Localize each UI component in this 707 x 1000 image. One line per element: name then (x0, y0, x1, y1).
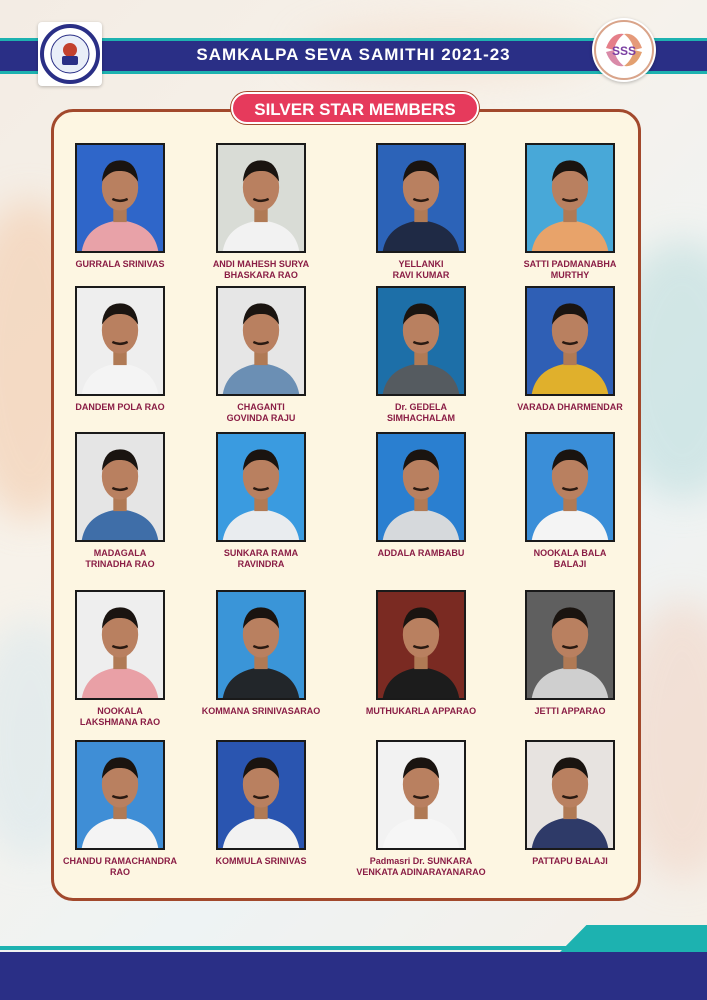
member-photo (525, 590, 615, 700)
member-name: Dr. GEDELA SIMHACHALAM (387, 402, 455, 423)
member-photo (525, 432, 615, 542)
member-name: MADAGALA TRINADHA RAO (85, 548, 155, 569)
member-name: Padmasri Dr. SUNKARA VENKATA ADINARAYANARAO (356, 856, 486, 877)
member-name: KOMMANA SRINIVASARAO (201, 706, 321, 716)
member-card (45, 143, 195, 270)
member-card (346, 590, 496, 717)
footer-accent (0, 946, 707, 950)
member-name: NOOKALA BALA BALAJI (533, 548, 607, 569)
member-name: KOMMULA SRINIVAS (215, 856, 307, 866)
member-card (346, 740, 496, 878)
member-name: PATTAPU BALAJI (532, 856, 608, 866)
member-card (495, 740, 645, 867)
member-photo (376, 143, 466, 253)
page-title: SAMKALPA SEVA SAMITHI 2021-23 (196, 45, 511, 64)
member-photo (216, 590, 306, 700)
sss-logo (592, 18, 656, 82)
svg-text:SSS: SSS (611, 44, 637, 58)
member-name: ADDALA RAMBABU (377, 548, 465, 558)
member-card (45, 432, 195, 570)
organization-logo (38, 22, 102, 86)
member-photo (75, 432, 165, 542)
member-photo (376, 740, 466, 850)
member-name: MUTHUKARLA APPARAO (365, 706, 477, 716)
member-name: DANDEM POLA RAO (75, 402, 165, 412)
member-card (186, 143, 336, 281)
member-photo (216, 740, 306, 850)
member-card (346, 143, 496, 281)
member-photo (75, 286, 165, 396)
member-card (45, 590, 195, 728)
member-photo (75, 590, 165, 700)
member-card (495, 590, 645, 717)
member-name: ANDI MAHESH SURYA BHASKARA RAO (212, 259, 310, 280)
member-card (495, 143, 645, 281)
section-title: SILVER STAR MEMBERS (231, 92, 479, 124)
member-card (346, 286, 496, 424)
member-photo (75, 143, 165, 253)
member-photo (216, 432, 306, 542)
member-photo (216, 286, 306, 396)
member-card (186, 432, 336, 570)
member-card (45, 286, 195, 413)
member-name: SUNKARA RAMA RAVINDRA (223, 548, 299, 569)
member-photo (376, 432, 466, 542)
member-photo (525, 740, 615, 850)
member-card (186, 740, 336, 867)
member-photo (525, 286, 615, 396)
member-photo (525, 143, 615, 253)
member-photo (376, 286, 466, 396)
member-name: VARADA DHARMENDAR (517, 402, 623, 412)
member-name: JETTI APPARAO (534, 706, 606, 716)
member-card (186, 286, 336, 424)
member-photo (376, 590, 466, 700)
member-photo (75, 740, 165, 850)
member-card (45, 740, 195, 878)
member-name: YELLANKI RAVI KUMAR (392, 259, 450, 280)
member-card (495, 286, 645, 413)
member-card (186, 590, 336, 717)
member-name: CHANDU RAMACHANDRA RAO (63, 856, 177, 877)
member-name: SATTI PADMANABHA MURTHY (523, 259, 617, 280)
member-photo (216, 143, 306, 253)
footer-bar (0, 952, 707, 1000)
member-name: NOOKALA LAKSHMANA RAO (79, 706, 161, 727)
member-name: GURRALA SRINIVAS (75, 259, 165, 269)
member-card (495, 432, 645, 570)
member-name: CHAGANTI GOVINDA RAJU (226, 402, 296, 423)
member-card (346, 432, 496, 559)
